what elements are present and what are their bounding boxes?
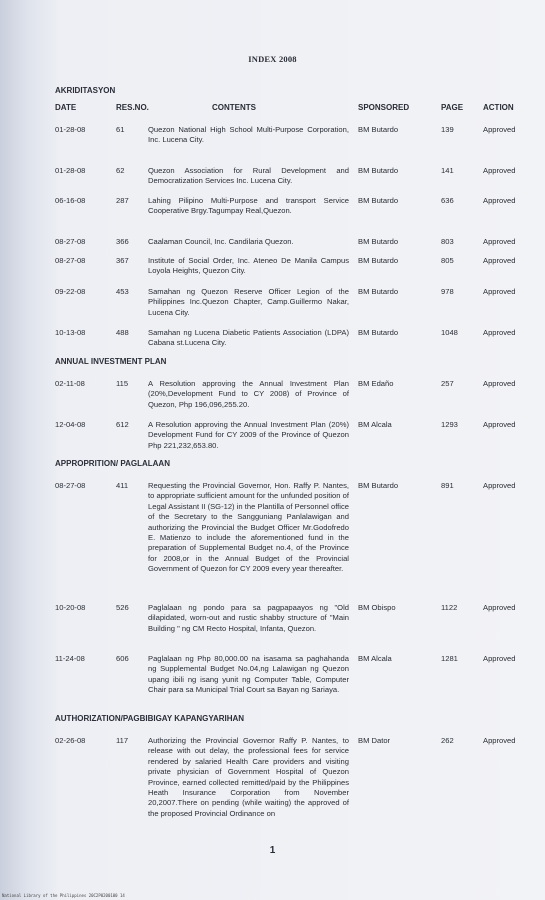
row-page: 978 [441,287,454,296]
row-date: 01-28-08 [55,125,86,134]
row-date: 12-04-08 [55,420,86,429]
section-heading-akriditasyon: AKRIDITASYON [55,86,116,95]
header-sponsored: SPONSORED [358,103,410,112]
row-page: 1048 [441,328,458,337]
row-date: 11-24-08 [55,654,85,663]
page-number: 1 [269,845,276,856]
page-title: INDEX 2008 [248,54,297,64]
row-contents: Paglalaan ng pondo para sa pagpapaayos ng "Old dilapidated, worn-out and rustic shabby structure of "Main Building " ng CM Recto Hospital, Infanta, Quezon. [148,603,349,633]
row-res-no: 453 [116,287,129,296]
row-res-no: 366 [116,237,129,246]
row-page: 262 [441,736,454,745]
row-action: Approved [483,166,516,175]
row-res-no: 287 [116,196,129,205]
row-date: 10-13-08 [55,328,86,337]
row-action: Approved [483,125,516,134]
row-res-no: 115 [116,379,129,388]
row-contents: Samahan ng Quezon Reserve Officer Legion of the Philippines Inc.Quezon Chapter, Camp.Guillermo Nakar, Lucena City. [148,287,349,317]
row-sponsor: BM Edaño [358,379,394,388]
row-action: Approved [483,379,516,388]
row-contents: Requesting the Provincial Governor, Hon. Raffy P. Nantes, to appropriate sufficient amount for the unfunded position of Legal Assistant II (SG-12) in the Plantilla of Personnel office of the Secretary to the Sangguniang Panlalawigan and authorizing the Provincial the Budget Officer Mr.Godofredo E. Matienzo to include the aforementioned fund in the preparation of Supplemental Budget no.4, of the Province for 2008,or in the Annual Budget of the Provincial Government of Quezon for CY 2009 every year thereafter. [148,481,349,574]
row-action: Approved [483,237,516,246]
row-res-no: 367 [116,256,129,265]
header-contents: CONTENTS [212,103,256,112]
row-sponsor: BM Butardo [358,481,399,490]
row-sponsor: BM Dator [358,736,391,745]
row-page: 1281 [441,654,458,663]
row-page: 141 [441,166,454,175]
header-res-no: RES.NO. [116,103,149,112]
row-contents: A Resolution approving the Annual Investment Plan (20%,Development Fund to CY 2008) of Province of Quezon, Php 196,096,255.20. [148,379,349,409]
row-res-no: 62 [116,166,125,175]
row-sponsor: BM Butardo [358,256,399,265]
row-date: 08-27-08 [55,256,86,265]
row-page: 891 [441,481,454,490]
row-sponsor: BM Butardo [358,328,399,337]
row-contents: Caalaman Council, Inc. Candilaria Quezon. [148,237,294,246]
row-date: 08-27-08 [55,237,86,246]
row-res-no: 411 [116,481,129,490]
row-sponsor: BM Alcala [358,420,392,429]
row-res-no: 526 [116,603,129,612]
row-res-no: 612 [116,420,129,429]
row-action: Approved [483,420,516,429]
row-contents: A Resolution approving the Annual Investment Plan (20%) Development Fund for CY 2009 of the Province of Quezon Php 221,232,653.80. [148,420,349,450]
row-action: Approved [483,481,516,490]
row-contents: Paglalaan ng Php 80,000.00 na isasama sa paghahanda ng Supplemental Budget No.04,ng Lalawigan ng Quezon upang ibili ng isang yunit ng Computer Table, Computer Chair para sa Municipal Trial Court sa Bayan ng Sariaya. [148,654,349,695]
row-page: 139 [441,125,454,134]
row-action: Approved [483,736,516,745]
header-action: ACTION [483,103,514,112]
row-res-no: 117 [116,736,129,745]
row-res-no: 606 [116,654,129,663]
row-res-no: 61 [116,125,125,134]
row-page: 636 [441,196,454,205]
row-page: 1293 [441,420,458,429]
row-date: 02-11-08 [55,379,85,388]
section-heading-authorization: AUTHORIZATION/PAGBIBIGAY KAPANGYARIHAN [55,714,245,723]
row-contents: Quezon Association for Rural Development and Democratization Services Inc. Lucena City. [148,166,349,186]
row-sponsor: BM Alcala [358,654,392,663]
row-sponsor: BM Butardo [358,125,399,134]
row-date: 06-16-08 [55,196,86,205]
row-action: Approved [483,196,516,205]
row-contents: Institute of Social Order, Inc. Ateneo De Manila Campus Loyola Heights, Quezon City. [148,256,349,276]
row-date: 08-27-08 [55,481,86,490]
row-date: 01-28-08 [55,166,86,175]
row-date: 02-26-08 [55,736,86,745]
row-contents: Quezon National High School Multi-Purpose Corporation, Inc. Lucena City. [148,125,349,145]
section-heading-annual-investment-plan: ANNUAL INVESTMENT PLAN [55,357,167,366]
section-heading-appropriation: APPROPRITION/ PAGLALAAN [55,459,170,468]
header-page: PAGE [441,103,464,112]
row-sponsor: BM Butardo [358,287,399,296]
row-res-no: 488 [116,328,129,337]
row-page: 805 [441,256,454,265]
row-date: 10-20-08 [55,603,86,612]
row-action: Approved [483,654,516,663]
row-page: 803 [441,237,454,246]
row-page: 1122 [441,603,458,612]
row-action: Approved [483,328,516,337]
row-sponsor: BM Butardo [358,196,399,205]
row-date: 09-22-08 [55,287,86,296]
row-action: Approved [483,256,516,265]
row-action: Approved [483,603,516,612]
header-date: DATE [55,103,77,112]
row-sponsor: BM Obispo [358,603,396,612]
row-sponsor: BM Butardo [358,166,399,175]
row-action: Approved [483,287,516,296]
row-sponsor: BM Butardo [358,237,399,246]
row-contents: Lahing Pilipino Multi-Purpose and transport Service Cooperative Brgy.Tagumpay Real,Quezon. [148,196,349,216]
row-page: 257 [441,379,454,388]
row-contents: Authorizing the Provincial Governor Raffy P. Nantes, to release with out delay, the professional fees for service rendered by salaried Health Care providers and visiting private physician of Government Hospital of Quezon Province, earned collected remitted/paid by the Philippines Heath Insurance Corporation from November 20,2007.There on pending (while waiting) the approved of the proposed Provincial Ordinance on [148,736,349,818]
scan-footer: National Library of the Philippines 20C2P0200100 14 [2,893,125,898]
row-contents: Samahan ng Lucena Diabetic Patients Association (LDPA) Cabana st.Lucena City. [148,328,349,348]
